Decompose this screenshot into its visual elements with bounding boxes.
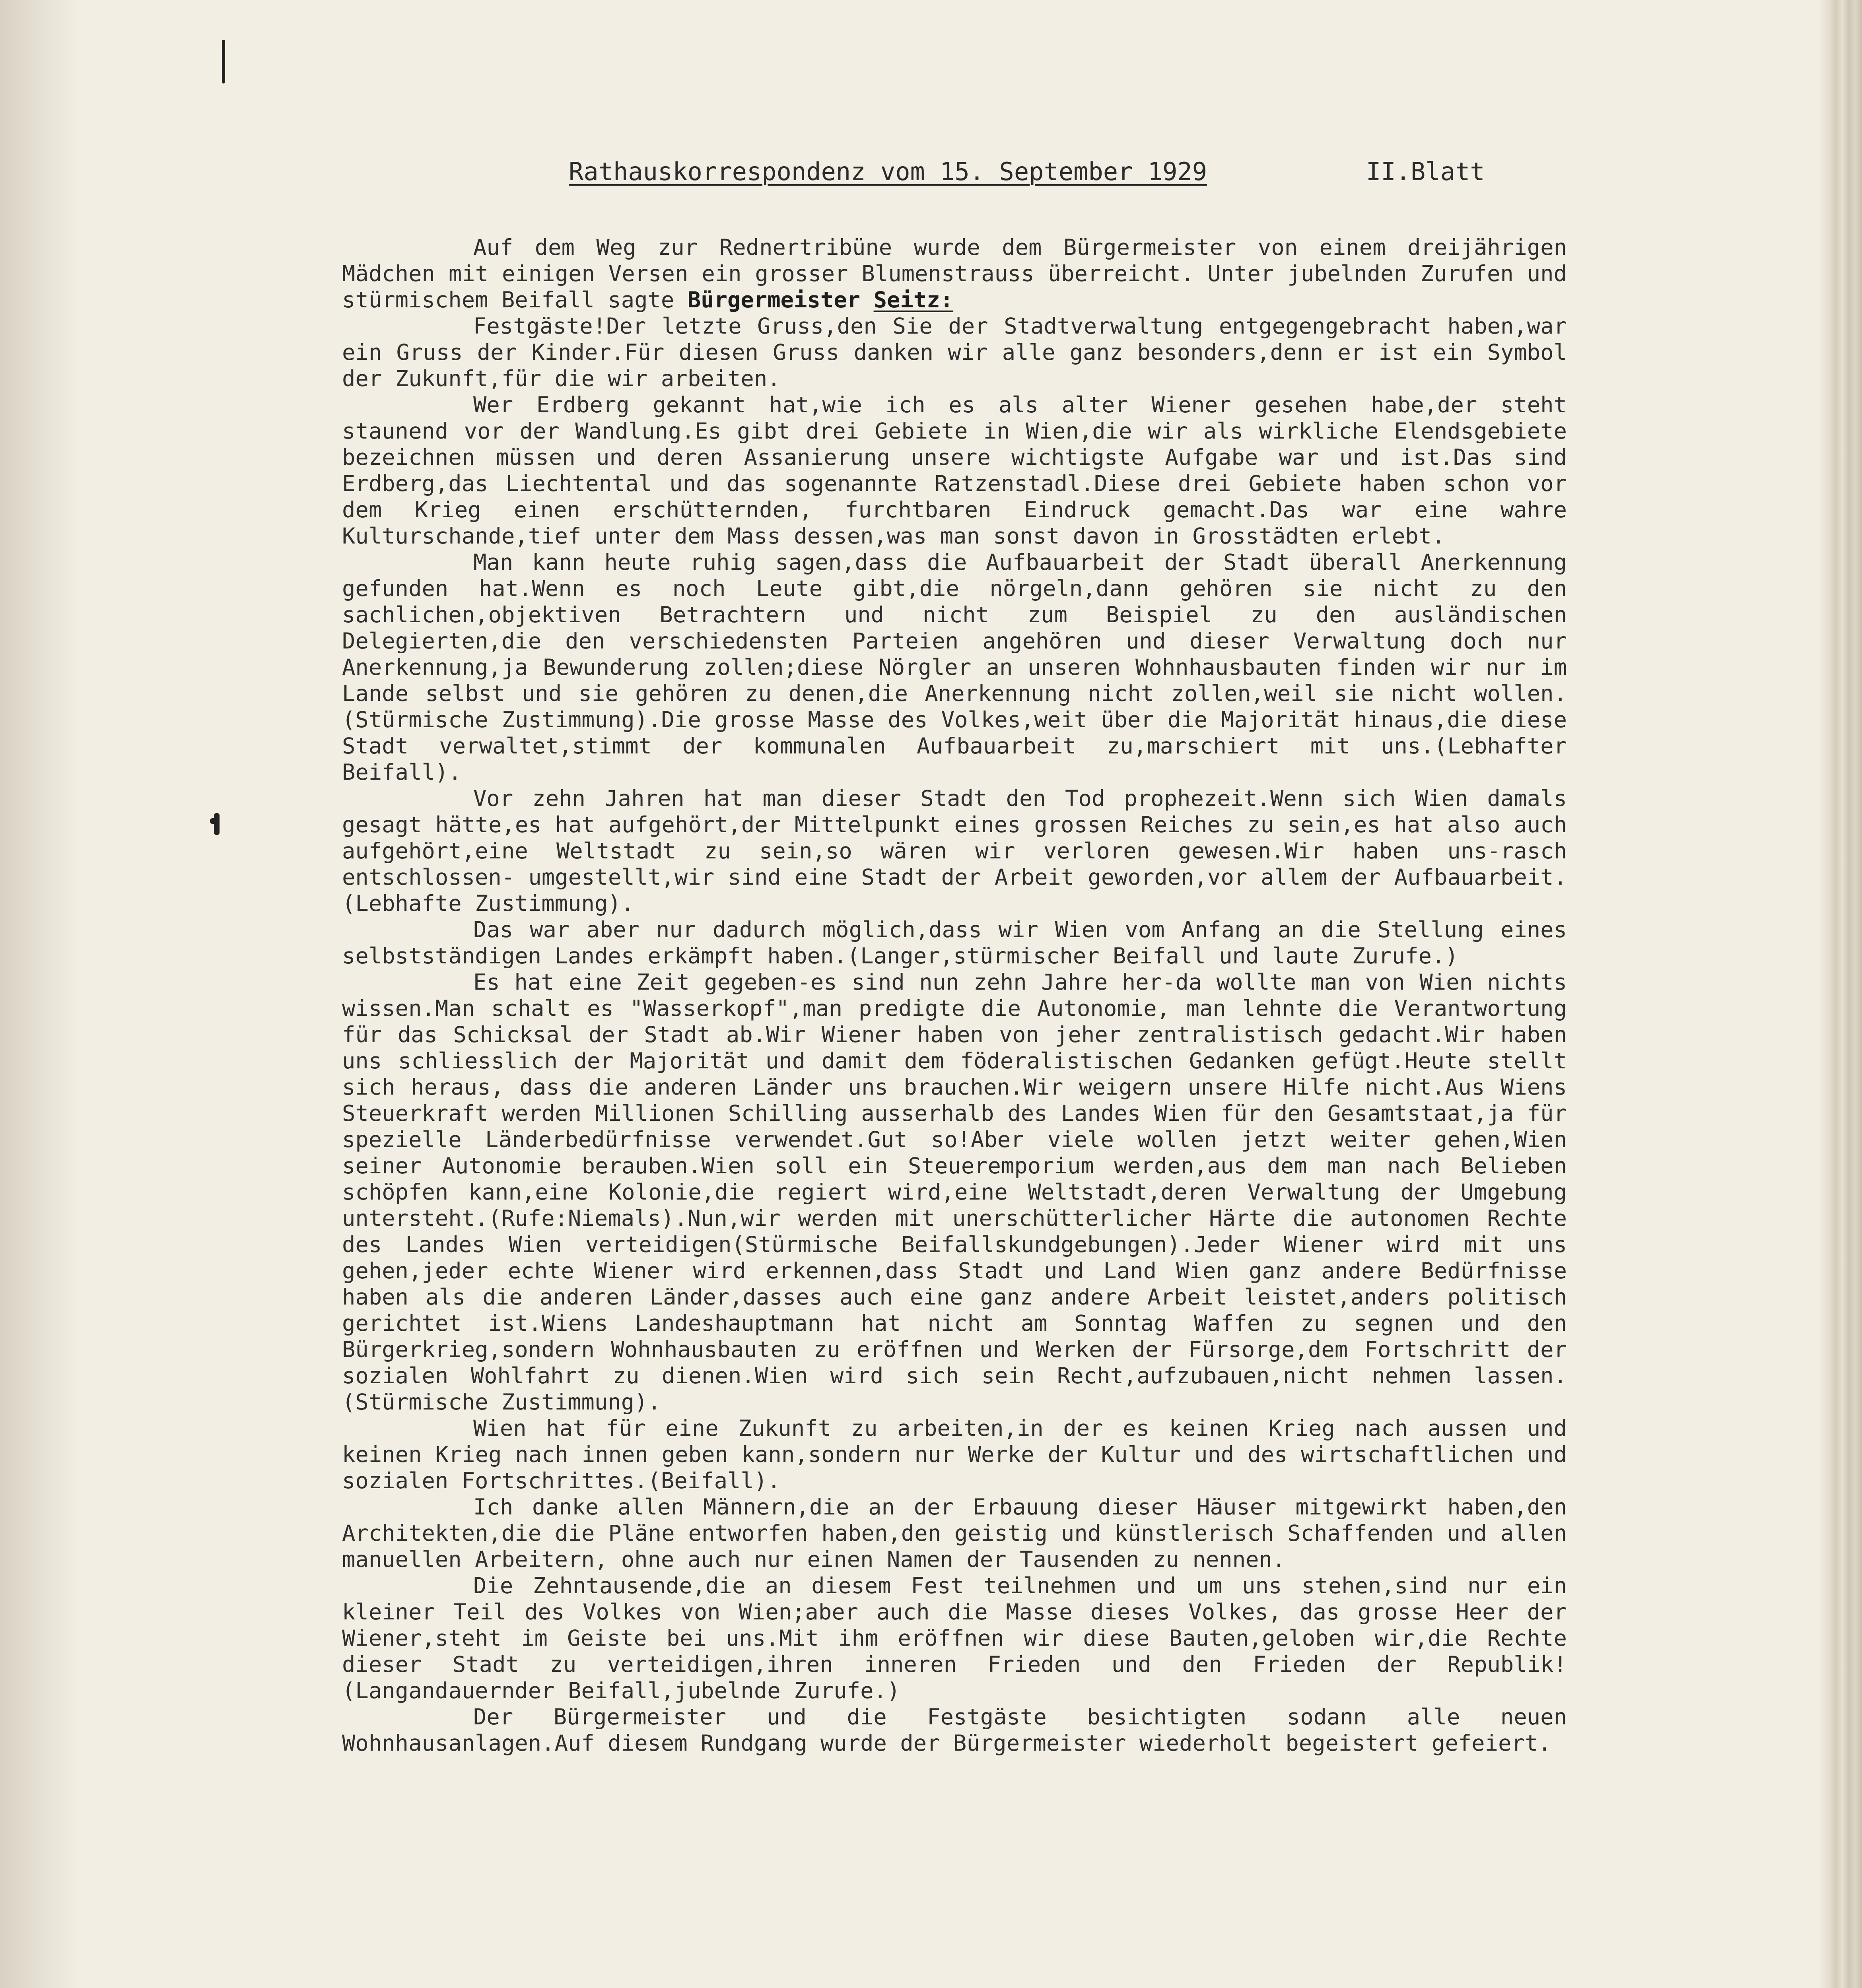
paragraph: Es hat eine Zeit gegeben-es sind nun zehn Jahre her-da wollte man von Wien nichts wissen.Man schalt es "Wasserkopf",man predigte die Autonomie, man lehnte die Verantwortung für das Schicksal der Stadt ab.Wir Wiener haben von jeher zentralistisch gedacht.Wir haben uns schliesslich der Majorität und damit dem föderalistischen Gedanken gefügt.Heute stellt sich heraus, dass die anderen Länder uns brauchen.Wir weigern unsere Hilfe nicht.Aus Wiens Steuerkraft werden Millionen Schilling ausserhalb des Landes Wien für den Gesamtstaat,ja für spezielle Länderbedürfnisse verwendet.Gut so!Aber viele wollen jetzt weiter gehen,Wien seiner Autonomie berauben.Wien soll ein Steueremporium werden,aus dem man nach Belieben schöpfen kann,eine Kolonie,die regiert wird,eine Weltstadt,deren Verwaltung der Umgebung untersteht.(Rufe:Niemals).Nun,wir werden mit unerschütterlicher Härte die autonomen Rechte des Landes Wien verteidigen(Stürmische Beifallskundgebungen).Jeder Wiener wird mit uns gehen,jeder echte Wiener wird erkennen,dass Stadt und Land Wien ganz andere Bedürfnisse haben als die anderen Länder,dasses auch eine ganz andere Arbeit leistet,anders politisch gerichtet ist.Wiens Landeshauptmann hat nicht am Sonntag Waffen zu segnen und den Bürgerkrieg,sondern Wohnhausbauten zu eröffnen und Werken der Fürsorge,dem Fortschritt der sozialen Wohlfahrt zu dienen.Wien wird sich sein Recht,aufzubauen,nicht nehmen lassen.(Stürmische Zustimmung). <box>342 969 1567 1415</box>
header-title: Rathauskorrespondenz vom 15. September 1929 <box>569 157 1207 186</box>
binding-shadow <box>0 0 80 1988</box>
document-body <box>342 235 1567 1757</box>
paragraph: Festgäste!Der letzte Gruss,den Sie der Stadtverwaltung entgegengebracht haben,war ein Gruss der Kinder.Für diesen Gruss danken wir alle ganz besonders,denn er ist ein Symbol der Zukunft,für die wir arbeiten. <box>342 313 1567 392</box>
ink-mark <box>214 813 220 835</box>
paragraph-text: Auf dem Weg zur Rednertribüne wurde dem Bürgermeister von einem dreijährigen Mädchen mit einigen Versen ein grosser Blumenstrauss überreicht. Unter jubelnden Zurufen und stürmischem Beifall sagte <box>342 235 1567 313</box>
ink-mark <box>222 40 225 83</box>
speaker-name: Seitz: <box>873 287 954 313</box>
page-header <box>569 157 1485 186</box>
paragraph: Vor zehn Jahren hat man dieser Stadt den Tod prophezeit.Wenn sich Wien damals gesagt hätte,es hat aufgehört,der Mittelpunkt eines grossen Reiches zu sein,es hat also auch aufgehört,eine Weltstadt zu sein,so wären wir verloren gewesen.Wir haben uns-rasch entschlossen- umgestellt,wir sind eine Stadt der Arbeit geworden,vor allem der Aufbauarbeit.(Lebhafte Zustimmung). <box>342 786 1567 916</box>
paragraph: Wer Erdberg gekannt hat,wie ich es als alter Wiener gesehen habe,der steht staunend vor der Wandlung.Es gibt drei Gebiete in Wien,die wir als wirkliche Elendsgebiete bezeichnen müssen und deren Assanierung unsere wichtigste Aufgabe war und ist.Das sind Erdberg,das Liechtental und das sogenannte Ratzenstadl.Diese drei Gebiete haben schon vor dem Krieg einen erschütternden, furchtbaren Eindruck gemacht.Das war eine wahre Kulturschande,tief unter dem Mass dessen,was man sonst davon in Grosstädten erlebt. <box>342 392 1567 549</box>
speaker-label <box>688 287 953 313</box>
paragraph: Die Zehntausende,die an diesem Fest teilnehmen und um uns stehen,sind nur ein kleiner Teil des Volkes von Wien;aber auch die Masse dieses Volkes, das grosse Heer der Wiener,steht im Geiste bei uns.Mit ihm eröffnen wir diese Bauten,geloben wir,die Rechte dieser Stadt zu verteidigen,ihren inneren Frieden und den Frieden der Republik!(Langandauernder Beifall,jubelnde Zurufe.) <box>342 1573 1567 1704</box>
paragraph: Wien hat für eine Zukunft zu arbeiten,in der es keinen Krieg nach aussen und keinen Krieg nach innen geben kann,sondern nur Werke der Kultur und des wirtschaftlichen und sozialen Fortschrittes.(Beifall). <box>342 1415 1567 1494</box>
page-stack-edge <box>1818 0 1862 1988</box>
paragraph: Der Bürgermeister und die Festgäste besichtigten sodann alle neuen Wohnhausanlagen.Auf diesem Rundgang wurde der Bürgermeister wiederholt begeistert gefeiert. <box>342 1704 1567 1756</box>
paragraph: Man kann heute ruhig sagen,dass die Aufbauarbeit der Stadt überall Anerkennung gefunden hat.Wenn es noch Leute gibt,die nörgeln,dann gehören sie nicht zu den sachlichen,objektiven Betrachtern und nicht zum Beispiel zu den ausländischen Delegierten,die den verschiedensten Parteien angehören und dieser Verwaltung doch nur Anerkennung,ja Bewunderung zollen;diese Nörgler an unseren Wohnhausbauten finden wir nur im Lande selbst und sie gehören zu denen,die Anerkennung nicht zollen,weil sie nicht wollen.(Stürmische Zustimmung).Die grosse Masse des Volkes,weit über die Majorität hinaus,die diese Stadt verwaltet,stimmt der kommunalen Aufbauarbeit zu,marschiert mit uns.(Lebhafter Beifall). <box>342 549 1567 785</box>
paragraph <box>342 235 1567 313</box>
speaker-prefix: Bürgermeister <box>687 287 874 313</box>
paragraph: Ich danke allen Männern,die an der Erbauung dieser Häuser mitgewirkt haben,den Architekten,die die Pläne entworfen haben,den geistig und künstlerisch Schaffenden und allen manuellen Arbeitern, ohne auch nur einen Namen der Tausenden zu nennen. <box>342 1494 1567 1573</box>
ink-mark <box>210 818 219 824</box>
sheet-number: II.Blatt <box>1366 157 1485 186</box>
paragraph: Das war aber nur dadurch möglich,dass wir Wien vom Anfang an die Stellung eines selbstständigen Landes erkämpft haben.(Langer,stürmischer Beifall und laute Zurufe.) <box>342 917 1567 969</box>
